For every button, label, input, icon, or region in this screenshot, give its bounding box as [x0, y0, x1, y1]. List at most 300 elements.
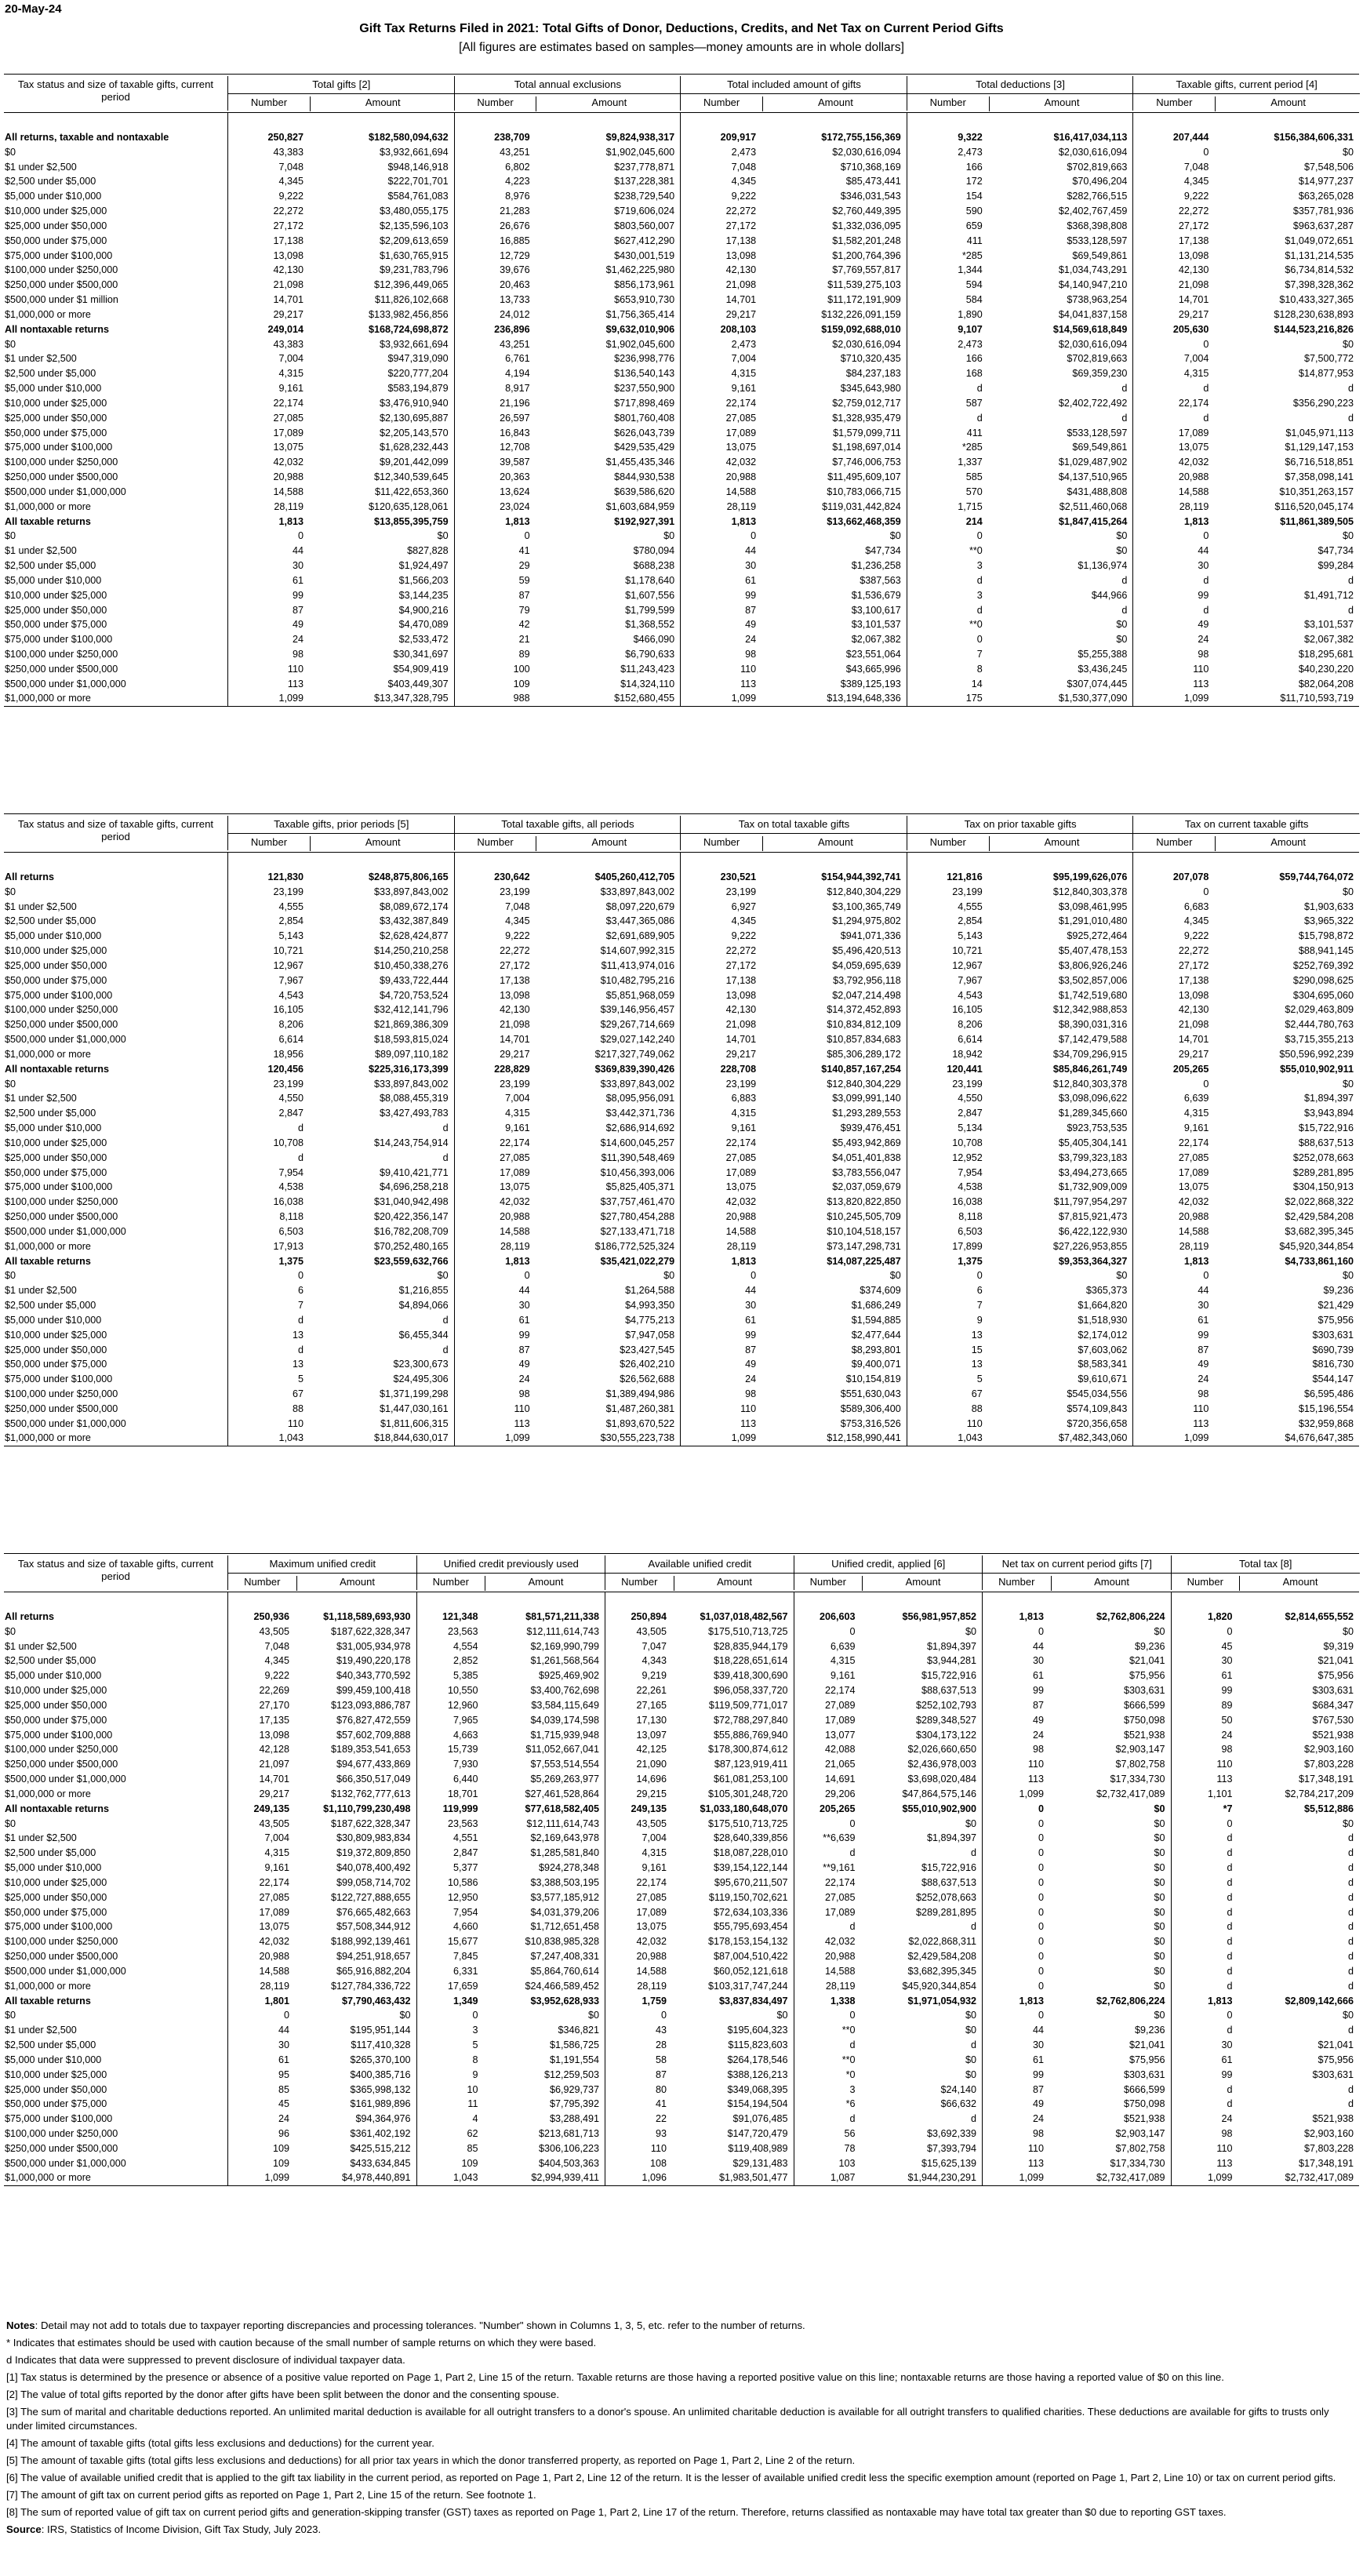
cell-amount: $947,319,090 — [387, 353, 449, 365]
cell-amount: $89,097,110,182 — [374, 1048, 449, 1060]
cell-number: 0 — [1227, 1817, 1233, 1829]
row-label: $10,000 under $25,000 — [5, 1685, 107, 1697]
cell-amount: $4,039,174,598 — [530, 1714, 599, 1726]
cell-amount: $120,635,128,061 — [369, 500, 449, 512]
cell-amount: $1,368,552 — [625, 619, 675, 631]
cell-number: 61 — [292, 574, 303, 586]
cell-amount: $357,781,936 — [1292, 206, 1354, 217]
column-rule — [680, 113, 681, 706]
cell-amount: $666,599 — [1123, 2083, 1165, 2095]
cell-amount: $119,509,771,017 — [708, 1699, 788, 1711]
cell-number: 110 — [740, 1403, 757, 1414]
cell-number: 168 — [965, 368, 983, 380]
cell-number: 4,550 — [958, 1093, 983, 1104]
cell-number: 99 — [292, 589, 303, 601]
column-group-title: Taxable gifts, current period [4] — [1176, 78, 1318, 90]
table-row — [4, 411, 1359, 426]
table-row — [4, 1106, 1359, 1121]
subheader-number: Number — [621, 1576, 658, 1588]
cell-number: 79 — [518, 604, 530, 616]
cell-amount: $387,563 — [860, 574, 901, 586]
cell-amount: $5,851,968,059 — [605, 989, 675, 1001]
cell-amount: $2,022,868,311 — [908, 1936, 976, 1948]
cell-amount: $11,710,593,719 — [1280, 693, 1354, 704]
table-row — [4, 1668, 1359, 1683]
subheader-amount: Amount — [1215, 836, 1361, 851]
cell-number: 21,090 — [636, 1759, 667, 1770]
row-label: $250,000 under $500,000 — [5, 663, 118, 675]
cell-number: 5 — [472, 2039, 478, 2051]
cell-number: 22,174 — [725, 1137, 757, 1148]
cell-amount: $1,389,494,986 — [605, 1388, 675, 1399]
cell-amount: $702,819,663 — [1067, 161, 1128, 173]
cell-amount: $4,900,216 — [398, 604, 449, 616]
cell-amount: $47,864,575,146 — [902, 1788, 976, 1799]
row-label: $10,000 under $25,000 — [5, 1876, 107, 1888]
row-label: $75,000 under $100,000 — [5, 1374, 113, 1385]
cell-amount: $15,798,872 — [1298, 930, 1354, 942]
cell-amount: $10,834,812,109 — [827, 1019, 901, 1031]
cell-amount: $0 — [1116, 545, 1128, 557]
cell-number: 27,085 — [636, 1891, 667, 1903]
cell-number: 14,701 — [500, 1034, 530, 1046]
cell-number: 10,708 — [952, 1137, 983, 1148]
cell-amount: $188,992,139,461 — [330, 1936, 411, 1948]
cell-number: 13,075 — [1178, 442, 1209, 453]
row-label: $2,500 under $5,000 — [5, 2039, 96, 2051]
cell-number: 9,222 — [264, 1670, 289, 1682]
row-label: $25,000 under $50,000 — [5, 1891, 107, 1903]
cell-number: 61 — [745, 574, 757, 586]
cell-number: 172 — [965, 176, 983, 187]
cell-number: 87 — [518, 1344, 530, 1355]
row-label: $250,000 under $500,000 — [5, 1759, 118, 1770]
cell-amount: $31,040,942,498 — [374, 1196, 449, 1208]
cell-amount: $0 — [663, 1270, 675, 1282]
cell-amount: $404,503,363 — [538, 2157, 599, 2169]
cell-amount: $73,147,298,731 — [827, 1240, 901, 1252]
cell-number: 22,272 — [500, 945, 530, 957]
cell-amount: $710,320,435 — [840, 353, 901, 365]
cell-amount: $2,732,417,089 — [1285, 2172, 1354, 2184]
row-label: $75,000 under $100,000 — [5, 1181, 113, 1193]
cell-amount: $238,729,540 — [614, 191, 675, 202]
cell-amount: $3,682,395,345 — [907, 1965, 976, 1977]
data-table — [4, 853, 1359, 1446]
cell-number: 44 — [1032, 1640, 1044, 1652]
cell-amount: $15,625,139 — [921, 2157, 976, 2169]
cell-amount: $12,840,304,229 — [827, 1078, 901, 1090]
cell-amount: d — [1121, 383, 1128, 395]
cell-amount: $57,602,709,888 — [336, 1729, 411, 1741]
cell-amount: $24,495,306 — [393, 1374, 449, 1385]
row-label: $1 under $2,500 — [5, 901, 77, 912]
cell-number: 58 — [655, 2054, 667, 2065]
table-row — [4, 189, 1359, 204]
cell-amount: $65,916,882,204 — [336, 1965, 411, 1977]
cell-number: 9,222 — [1183, 930, 1209, 942]
cell-amount: $76,827,472,559 — [336, 1714, 411, 1726]
cell-number: 27,172 — [725, 220, 757, 231]
cell-amount: $82,064,208 — [1298, 678, 1354, 689]
cell-amount: $688,238 — [633, 560, 675, 572]
cell-amount: $1,630,765,915 — [380, 249, 449, 261]
cell-amount: $801,760,408 — [614, 412, 675, 424]
cell-number: 21,097 — [259, 1759, 289, 1770]
cell-amount: $1,536,679 — [851, 589, 901, 601]
cell-amount: $924,278,348 — [538, 1862, 599, 1874]
table-row — [4, 1964, 1359, 1979]
cell-number: 2,473 — [958, 146, 983, 158]
cell-amount: $2,205,143,570 — [380, 427, 449, 438]
cell-amount: $178,300,874,612 — [707, 1744, 788, 1756]
cell-amount: $6,422,122,930 — [1058, 1225, 1128, 1237]
cell-amount: $175,510,713,725 — [707, 1625, 788, 1637]
cell-amount: $2,903,147 — [1115, 2127, 1165, 2139]
cell-amount: $88,941,145 — [1298, 945, 1354, 957]
cell-amount: $2,130,695,887 — [380, 412, 449, 424]
column-group — [227, 76, 455, 111]
cell-amount: $44,966 — [1091, 589, 1128, 601]
cell-number: 7,047 — [642, 1640, 667, 1652]
cell-amount: $2,030,616,094 — [832, 338, 901, 350]
cell-amount: $827,828 — [407, 545, 449, 557]
cell-number: 214 — [965, 515, 983, 527]
cell-number: 78 — [844, 2142, 856, 2154]
table-row-total — [4, 1062, 1359, 1077]
cell-amount: $1,594,885 — [851, 1314, 901, 1326]
cell-amount: $10,857,834,683 — [827, 1034, 901, 1046]
cell-amount: $304,173,122 — [915, 1729, 976, 1741]
cell-number: 110 — [1193, 663, 1209, 675]
cell-amount: $431,488,808 — [1067, 486, 1128, 497]
row-label: $500,000 under $1,000,000 — [5, 2157, 126, 2169]
cell-number: 21,098 — [273, 279, 303, 291]
notes-section — [6, 2319, 1357, 2540]
cell-amount: $9,236 — [1134, 2025, 1165, 2036]
cell-amount: $2,030,616,094 — [832, 146, 901, 158]
cell-number: 61 — [518, 1314, 530, 1326]
column-group-title: Tax on current taxable gifts — [1184, 818, 1309, 830]
cell-amount: $56,981,957,852 — [902, 1611, 976, 1622]
cell-number: 22,272 — [1178, 945, 1209, 957]
cell-number: 7 — [976, 648, 983, 660]
cell-number: 98 — [1032, 2127, 1044, 2139]
cell-amount: $0 — [1154, 1862, 1165, 1874]
cell-amount: d — [1347, 412, 1354, 424]
cell-number: 85 — [467, 2142, 478, 2154]
table-row-total — [4, 870, 1359, 885]
cell-number: 14,588 — [259, 1965, 289, 1977]
table-row — [4, 160, 1359, 175]
cell-amount: $213,681,713 — [538, 2127, 599, 2139]
cell-amount: $2,784,217,209 — [1285, 1788, 1354, 1799]
cell-amount: $2,444,780,763 — [1285, 1019, 1354, 1031]
cell-number: d — [1227, 1906, 1233, 1918]
cell-number: 93 — [655, 2127, 667, 2139]
row-label: $2,500 under $5,000 — [5, 560, 96, 572]
column-subheaders — [455, 93, 682, 111]
cell-number: 1,087 — [830, 2172, 856, 2184]
column-group-title: Total deductions [3] — [976, 78, 1065, 90]
cell-number: 20,988 — [636, 1951, 667, 1963]
cell-amount: $17,348,191 — [1298, 1774, 1354, 1785]
cell-amount: $85,846,261,749 — [1052, 1063, 1128, 1075]
cell-amount: $3,100,365,749 — [832, 901, 901, 912]
cell-amount: $2,429,584,208 — [1285, 1211, 1354, 1223]
cell-number: 13 — [292, 1329, 303, 1341]
cell-amount: $4,676,647,385 — [1285, 1432, 1354, 1444]
cell-number: 6,614 — [278, 1034, 303, 1046]
column-subheaders — [794, 1573, 983, 1591]
cell-amount: d — [1347, 1965, 1354, 1977]
cell-amount: $6,716,518,851 — [1285, 457, 1354, 468]
cell-number: 4,315 — [830, 1655, 856, 1667]
cell-number: 10,708 — [273, 1137, 303, 1148]
column-group — [227, 816, 455, 850]
cell-amount: $306,106,223 — [538, 2142, 599, 2154]
cell-number: 12,729 — [500, 249, 530, 261]
cell-amount: $252,102,793 — [915, 1699, 976, 1711]
cell-amount: $2,209,613,659 — [380, 235, 449, 246]
cell-number: 49 — [745, 1359, 757, 1370]
cell-number: 1,813 — [505, 515, 530, 527]
cell-number: 110 — [287, 1417, 303, 1429]
cell-amount: $3,400,762,698 — [530, 1685, 599, 1697]
cell-number: 21,098 — [1178, 279, 1209, 291]
cell-number: 22,174 — [273, 397, 303, 409]
cell-number: 27,172 — [500, 959, 530, 971]
cell-number: 21,098 — [500, 1019, 530, 1031]
cell-amount: $10,482,795,216 — [600, 974, 675, 986]
cell-number: 17,089 — [500, 1166, 530, 1178]
cell-number: 6 — [976, 1285, 983, 1297]
cell-number: 109 — [513, 678, 530, 689]
cell-amount: d — [1121, 604, 1128, 616]
cell-number: 570 — [965, 486, 983, 497]
table-row — [4, 2112, 1359, 2127]
cell-number: 4,660 — [453, 1921, 478, 1933]
cell-number: 13 — [971, 1329, 983, 1341]
cell-amount: $3,442,371,736 — [605, 1108, 675, 1119]
cell-number: 67 — [971, 1388, 983, 1399]
cell-amount: $21,041 — [1318, 1655, 1354, 1667]
column-group — [416, 1555, 606, 1590]
cell-number: 1,890 — [958, 308, 983, 320]
cell-number: 113 — [740, 1417, 757, 1429]
cell-number: 16,105 — [273, 1004, 303, 1016]
cell-amount: $0 — [1154, 1951, 1165, 1963]
cell-amount: $2,732,417,089 — [1096, 1788, 1165, 1799]
cell-number: 49 — [292, 619, 303, 631]
cell-amount: $17,348,191 — [1298, 2157, 1354, 2169]
cell-number: 43,383 — [273, 146, 303, 158]
cell-number: 14,701 — [725, 294, 757, 306]
cell-amount: $4,894,066 — [398, 1300, 449, 1312]
cell-number: 4,555 — [958, 901, 983, 912]
cell-amount: $1,518,930 — [1078, 1314, 1128, 1326]
cell-amount: $627,412,290 — [614, 235, 675, 246]
cell-amount: $27,133,471,718 — [600, 1225, 675, 1237]
cell-amount: $23,300,673 — [393, 1359, 449, 1370]
cell-number: 9,161 — [830, 1670, 856, 1682]
cell-number: 1,813 — [1019, 1611, 1044, 1622]
table-row — [4, 1224, 1359, 1239]
cell-amount: $6,455,344 — [398, 1329, 449, 1341]
cell-number: 7,967 — [958, 974, 983, 986]
cell-amount: $0 — [1154, 1965, 1165, 1977]
cell-number: 2,854 — [958, 915, 983, 927]
cell-amount: $365,998,132 — [350, 2083, 411, 2095]
cell-amount: $9,632,010,906 — [605, 323, 675, 335]
cell-number: 250,936 — [253, 1611, 289, 1622]
cell-amount: $10,104,518,157 — [827, 1225, 901, 1237]
cell-amount: $12,840,303,378 — [1052, 1078, 1128, 1090]
cell-number: 4,345 — [278, 176, 303, 187]
cell-amount: $84,237,183 — [845, 368, 901, 380]
cell-number: d — [849, 2039, 856, 2051]
cell-number: 27,172 — [273, 220, 303, 231]
row-label: $25,000 under $50,000 — [5, 2083, 107, 2095]
cell-amount: $29,267,714,669 — [600, 1019, 675, 1031]
cell-amount: $3,447,365,086 — [605, 915, 675, 927]
cell-number: 18,942 — [952, 1048, 983, 1060]
cell-number: 154 — [965, 191, 983, 202]
cell-amount: $7,482,343,060 — [1058, 1432, 1128, 1444]
cell-amount: $0 — [1154, 1803, 1165, 1814]
cell-amount: $7,548,506 — [1303, 161, 1354, 173]
spacer-row — [4, 853, 1359, 870]
row-label: All nontaxable returns — [5, 323, 109, 335]
row-label: $75,000 under $100,000 — [5, 989, 113, 1001]
cell-amount: $10,351,263,157 — [1279, 486, 1354, 497]
cell-number: 7,967 — [278, 974, 303, 986]
cell-number: 17,138 — [1178, 235, 1209, 246]
cell-amount: $1,530,377,090 — [1058, 693, 1128, 704]
cell-number: 12,967 — [952, 959, 983, 971]
table-row — [4, 485, 1359, 500]
cell-number: 7,004 — [264, 1832, 289, 1844]
subheader-number: Number — [1156, 96, 1193, 108]
cell-amount: $0 — [965, 1625, 976, 1637]
cell-number: 95 — [278, 2068, 289, 2080]
cell-amount: $55,886,769,940 — [713, 1729, 788, 1741]
cell-number: 20,988 — [500, 1211, 530, 1223]
table-row — [4, 1298, 1359, 1313]
cell-number: 28,119 — [825, 1980, 856, 1992]
column-group — [1132, 76, 1360, 111]
cell-amount: $7,803,228 — [1303, 2142, 1354, 2154]
cell-number: 43,251 — [500, 338, 530, 350]
cell-amount: $61,081,253,100 — [713, 1774, 788, 1785]
cell-amount: $9,201,442,099 — [380, 457, 449, 468]
cell-amount: $1,371,199,298 — [380, 1388, 449, 1399]
subheader-number: Number — [703, 96, 740, 108]
row-label: $2,500 under $5,000 — [5, 1300, 96, 1312]
cell-number: 1,813 — [731, 1255, 757, 1267]
cell-amount: $12,396,449,065 — [374, 279, 449, 291]
cell-number: 10,721 — [952, 945, 983, 957]
cell-amount: $24,466,589,452 — [525, 1980, 599, 1992]
cell-number: 28,119 — [1179, 1240, 1209, 1252]
row-label: $1,000,000 or more — [5, 2172, 91, 2184]
cell-number: 249,135 — [631, 1803, 667, 1814]
column-group-title: Total taxable gifts, all periods — [501, 818, 634, 830]
cell-amount: $0 — [1116, 530, 1128, 542]
cell-number: 39,676 — [500, 264, 530, 276]
cell-number: 113 — [1193, 678, 1209, 689]
cell-number: 28,119 — [274, 500, 303, 512]
table-row — [4, 1136, 1359, 1151]
cell-number: 5,143 — [958, 930, 983, 942]
column-subheaders — [983, 1573, 1172, 1591]
row-label: $5,000 under $10,000 — [5, 1314, 102, 1326]
cell-number: 16,105 — [952, 1004, 983, 1016]
table-row — [4, 455, 1359, 470]
cell-number: 659 — [965, 220, 983, 231]
cell-amount: $137,228,381 — [614, 176, 675, 187]
column-group — [907, 816, 1134, 850]
cell-amount: $1,799,599 — [625, 604, 675, 616]
cell-number: 50 — [1221, 1714, 1233, 1726]
table-row — [4, 1876, 1359, 1890]
cell-number: 8,206 — [278, 1019, 303, 1031]
cell-amount: $368,398,808 — [1067, 220, 1128, 231]
cell-number: 14,588 — [725, 1225, 757, 1237]
row-label: $500,000 under $1,000,000 — [5, 1774, 126, 1785]
note-text: [6] The value of available unified credit that is applied to the gift tax liability in the current period, as reported on Page 1, Part 2, Line 12 of the return. It is the lesser of available unified credit less the specific exemption amount (reported on Page 1, Part 2, Line 10) or tax on current period gifts. — [6, 2472, 1336, 2483]
cell-amount: $5,269,263,977 — [530, 1774, 599, 1785]
cell-number: 15,739 — [447, 1744, 478, 1756]
cell-amount: $0 — [1154, 1980, 1165, 1992]
cell-amount: $9,236 — [1134, 1640, 1165, 1652]
table-row — [4, 2097, 1359, 2112]
cell-number: 29,217 — [1178, 1048, 1209, 1060]
cell-amount: $2,809,142,666 — [1285, 1995, 1354, 2007]
row-label: $0 — [5, 1817, 16, 1829]
cell-amount: $3,837,834,497 — [718, 1995, 788, 2007]
row-label: $500,000 under $1,000,000 — [5, 1965, 126, 1977]
row-label: All nontaxable returns — [5, 1063, 109, 1075]
cell-number: d — [1227, 2098, 1233, 2110]
cell-number: 250,894 — [631, 1611, 667, 1622]
cell-number: 209,917 — [720, 132, 757, 143]
cell-number: 0 — [1203, 886, 1209, 897]
cell-number: 28,119 — [637, 1980, 667, 1992]
cell-amount: $50,596,992,239 — [1279, 1048, 1354, 1060]
cell-number: 8,118 — [279, 1211, 303, 1223]
cell-amount: $237,550,900 — [614, 383, 675, 395]
cell-number: 87 — [655, 2068, 667, 2080]
cell-number: 1,813 — [1183, 1255, 1209, 1267]
cell-number: 0 — [751, 1270, 757, 1282]
cell-number: 6,883 — [731, 1093, 757, 1104]
cell-number: 7,004 — [642, 1832, 667, 1844]
cell-amount: $1,586,725 — [549, 2039, 599, 2051]
table-row — [4, 1387, 1359, 1402]
cell-amount: $105,301,248,720 — [707, 1788, 788, 1799]
row-label: $5,000 under $10,000 — [5, 930, 102, 942]
cell-number: 4,543 — [958, 989, 983, 1001]
cell-amount: $1,491,712 — [1303, 589, 1354, 601]
cell-number: 1,099 — [264, 2172, 289, 2184]
cell-number: 45 — [278, 2098, 289, 2110]
cell-amount: $303,631 — [1312, 1329, 1354, 1341]
stub-heading: Tax status and size of taxable gifts, current period — [17, 818, 214, 842]
cell-number: 1,813 — [1207, 1995, 1233, 2007]
cell-amount: $30,555,223,738 — [600, 1432, 675, 1444]
cell-number: 27,085 — [824, 1891, 856, 1903]
